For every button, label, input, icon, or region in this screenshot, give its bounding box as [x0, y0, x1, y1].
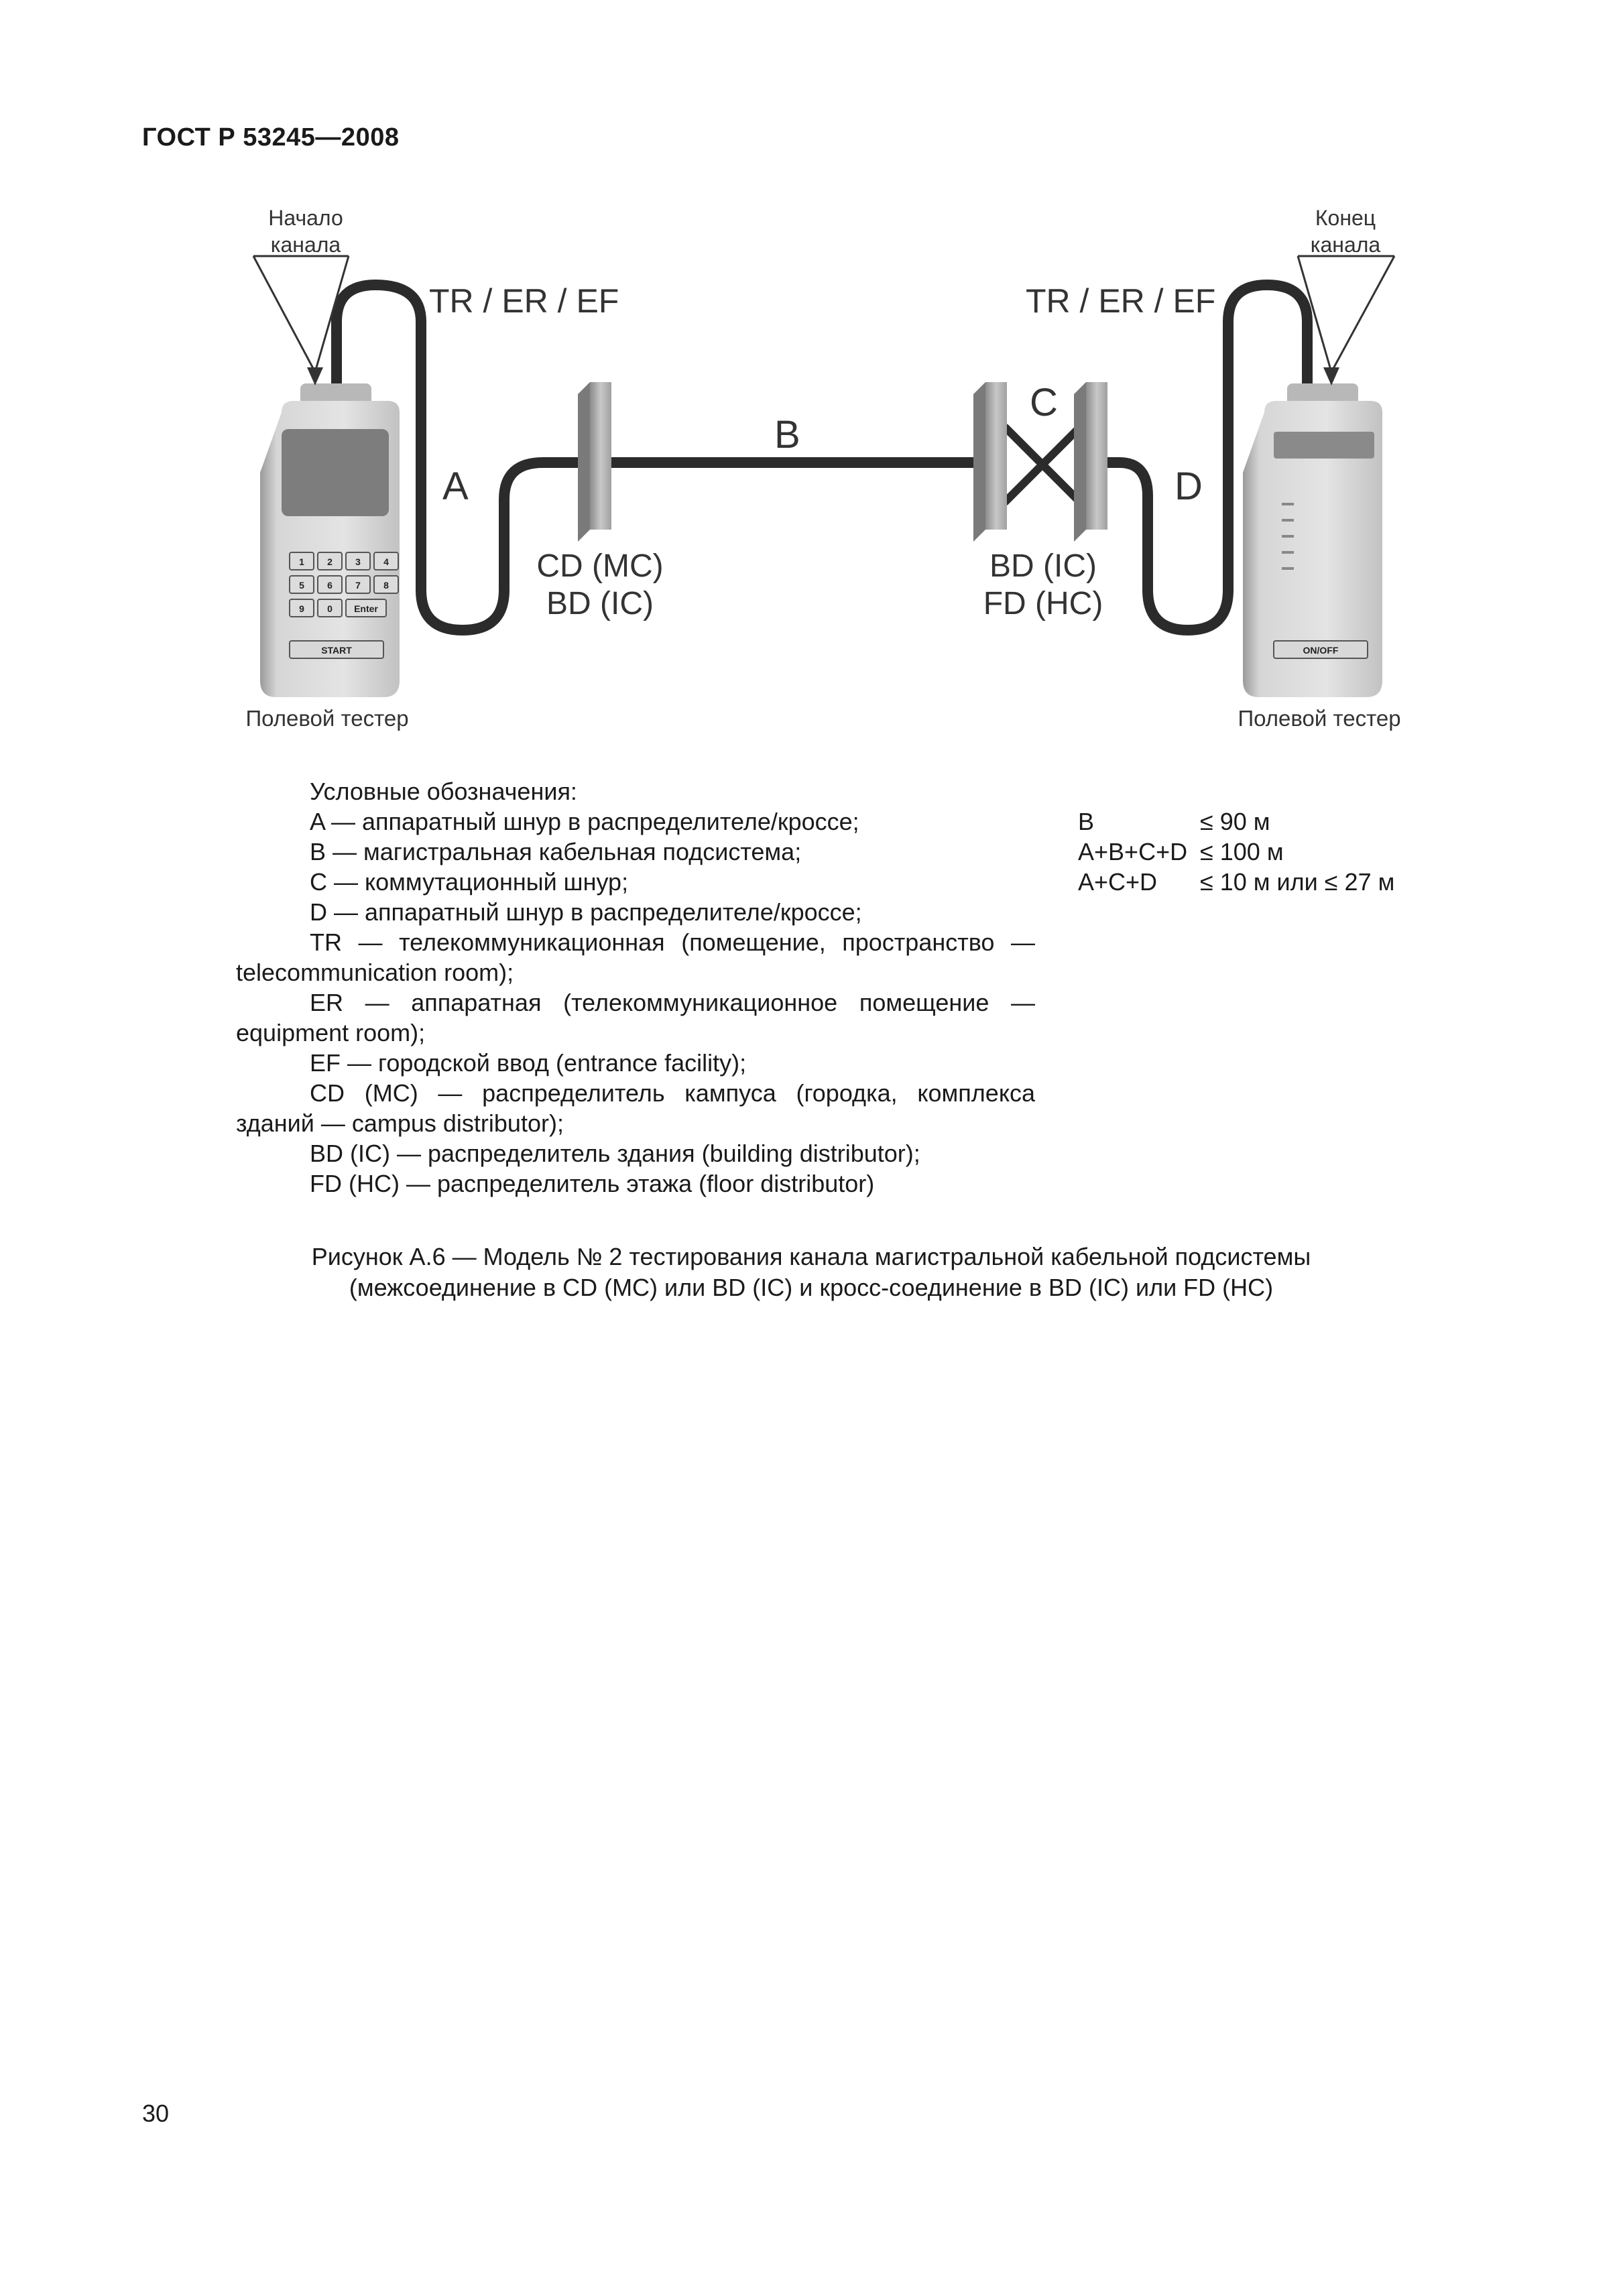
left-panel-label-2: BD (IC): [546, 586, 654, 621]
right-panel-label-1: BD (IC): [989, 548, 1097, 584]
svg-text:9: 9: [299, 603, 304, 614]
legend-item-b: B — магистральная кабельная подсистема;: [310, 838, 802, 865]
legend-heading: Условные обозначения:: [310, 778, 577, 805]
channel-test-diagram: [0, 0, 1623, 751]
limit-value-abcd: ≤ 100 м: [1200, 838, 1284, 865]
patch-panel-right-2: [1074, 382, 1107, 542]
segment-d-label: D: [1175, 465, 1203, 508]
legend-item-cd: CD (MC) — распределитель кампуса (городка, комплекса зданий — campus distributor);: [236, 1079, 1035, 1137]
key-8: [374, 576, 398, 593]
start-label-line1: Начало: [268, 206, 343, 230]
limit-expr-acd: A+C+D: [1078, 868, 1158, 896]
svg-text:Enter: Enter: [354, 603, 378, 614]
limit-expr-abcd: A+B+C+D: [1078, 838, 1188, 865]
svg-text:4: 4: [383, 556, 389, 567]
legend-item-er: ER — аппаратная (телекоммуникационное помещение — equipment room);: [236, 989, 1035, 1046]
legend-item-c: C — коммутационный шнур;: [310, 868, 629, 896]
patch-panel-left: [578, 382, 611, 542]
svg-text:8: 8: [383, 580, 389, 591]
left-panel-label-1: CD (MC): [536, 548, 664, 584]
page-number: 30: [142, 2100, 170, 2127]
svg-text:START: START: [321, 645, 352, 656]
tester-display: [1274, 432, 1374, 459]
legend-item-ef: EF — городской ввод (entrance facility);: [310, 1049, 747, 1077]
svg-text:2: 2: [327, 556, 333, 567]
cable-c: [1006, 428, 1079, 501]
limit-value-b: ≤ 90 м: [1200, 808, 1270, 835]
key-3: [346, 552, 370, 570]
legend-item-d: D — аппаратный шнур в распределителе/кроссе;: [310, 898, 862, 926]
key-1: [290, 552, 314, 570]
room-label-left: TR / ER / EF: [429, 282, 619, 320]
end-label-line1: Конец: [1315, 206, 1376, 230]
patch-panel-right-1: [973, 382, 1007, 542]
tester-left-caption: Полевой тестер: [245, 706, 409, 731]
key-4: [374, 552, 398, 570]
svg-text:1: 1: [299, 556, 304, 567]
svg-text:0: 0: [327, 603, 333, 614]
start-arrow-icon: [307, 367, 323, 385]
key-9: [290, 599, 314, 617]
end-arrow-icon: [1323, 367, 1339, 385]
svg-text:5: 5: [299, 580, 304, 591]
key-5: [290, 576, 314, 593]
key-0: [318, 599, 342, 617]
tester-right-caption: Полевой тестер: [1238, 706, 1401, 731]
room-label-right: TR / ER / EF: [1026, 282, 1216, 320]
key-6: [318, 576, 342, 593]
right-panel-label-2: FD (HC): [983, 586, 1103, 621]
key-7: [346, 576, 370, 593]
svg-text:7: 7: [355, 580, 361, 591]
document-header: ГОСТ Р 53245—2008: [142, 123, 400, 152]
key-enter: [346, 599, 386, 617]
svg-text:ON/OFF: ON/OFF: [1303, 645, 1339, 656]
svg-text:6: 6: [327, 580, 333, 591]
start-label-line2: канала: [270, 233, 341, 257]
figure-caption-line1: Рисунок А.6 — Модель № 2 тестирования канала магистральной кабельной подсистемы: [311, 1243, 1311, 1270]
legend-item-tr: TR — телекоммуникационная (помещение, пространство — telecommunication room);: [236, 928, 1035, 986]
segment-a-label: A: [442, 465, 469, 508]
onoff-button: [1274, 641, 1368, 658]
key-2: [318, 552, 342, 570]
legend-item-bd: BD (IC) — распределитель здания (building distributor);: [310, 1140, 920, 1167]
legend-item-a: A — аппаратный шнур в распределителе/кроссе;: [310, 808, 859, 835]
segment-b-label: B: [774, 413, 800, 457]
limit-expr-b: B: [1078, 808, 1095, 835]
end-label-line2: канала: [1310, 233, 1381, 257]
svg-text:3: 3: [355, 556, 361, 567]
tester-screen: [282, 429, 389, 516]
limit-value-acd: ≤ 10 м или ≤ 27 м: [1200, 868, 1395, 896]
legend-item-fd: FD (HC) — распределитель этажа (floor distributor): [310, 1170, 875, 1197]
start-button: [290, 641, 383, 658]
segment-c-label: C: [1030, 381, 1058, 424]
figure-caption-line2: (межсоединение в CD (MC) или BD (IC) и кросс-соединение в BD (IC) или FD (HC): [349, 1274, 1274, 1301]
